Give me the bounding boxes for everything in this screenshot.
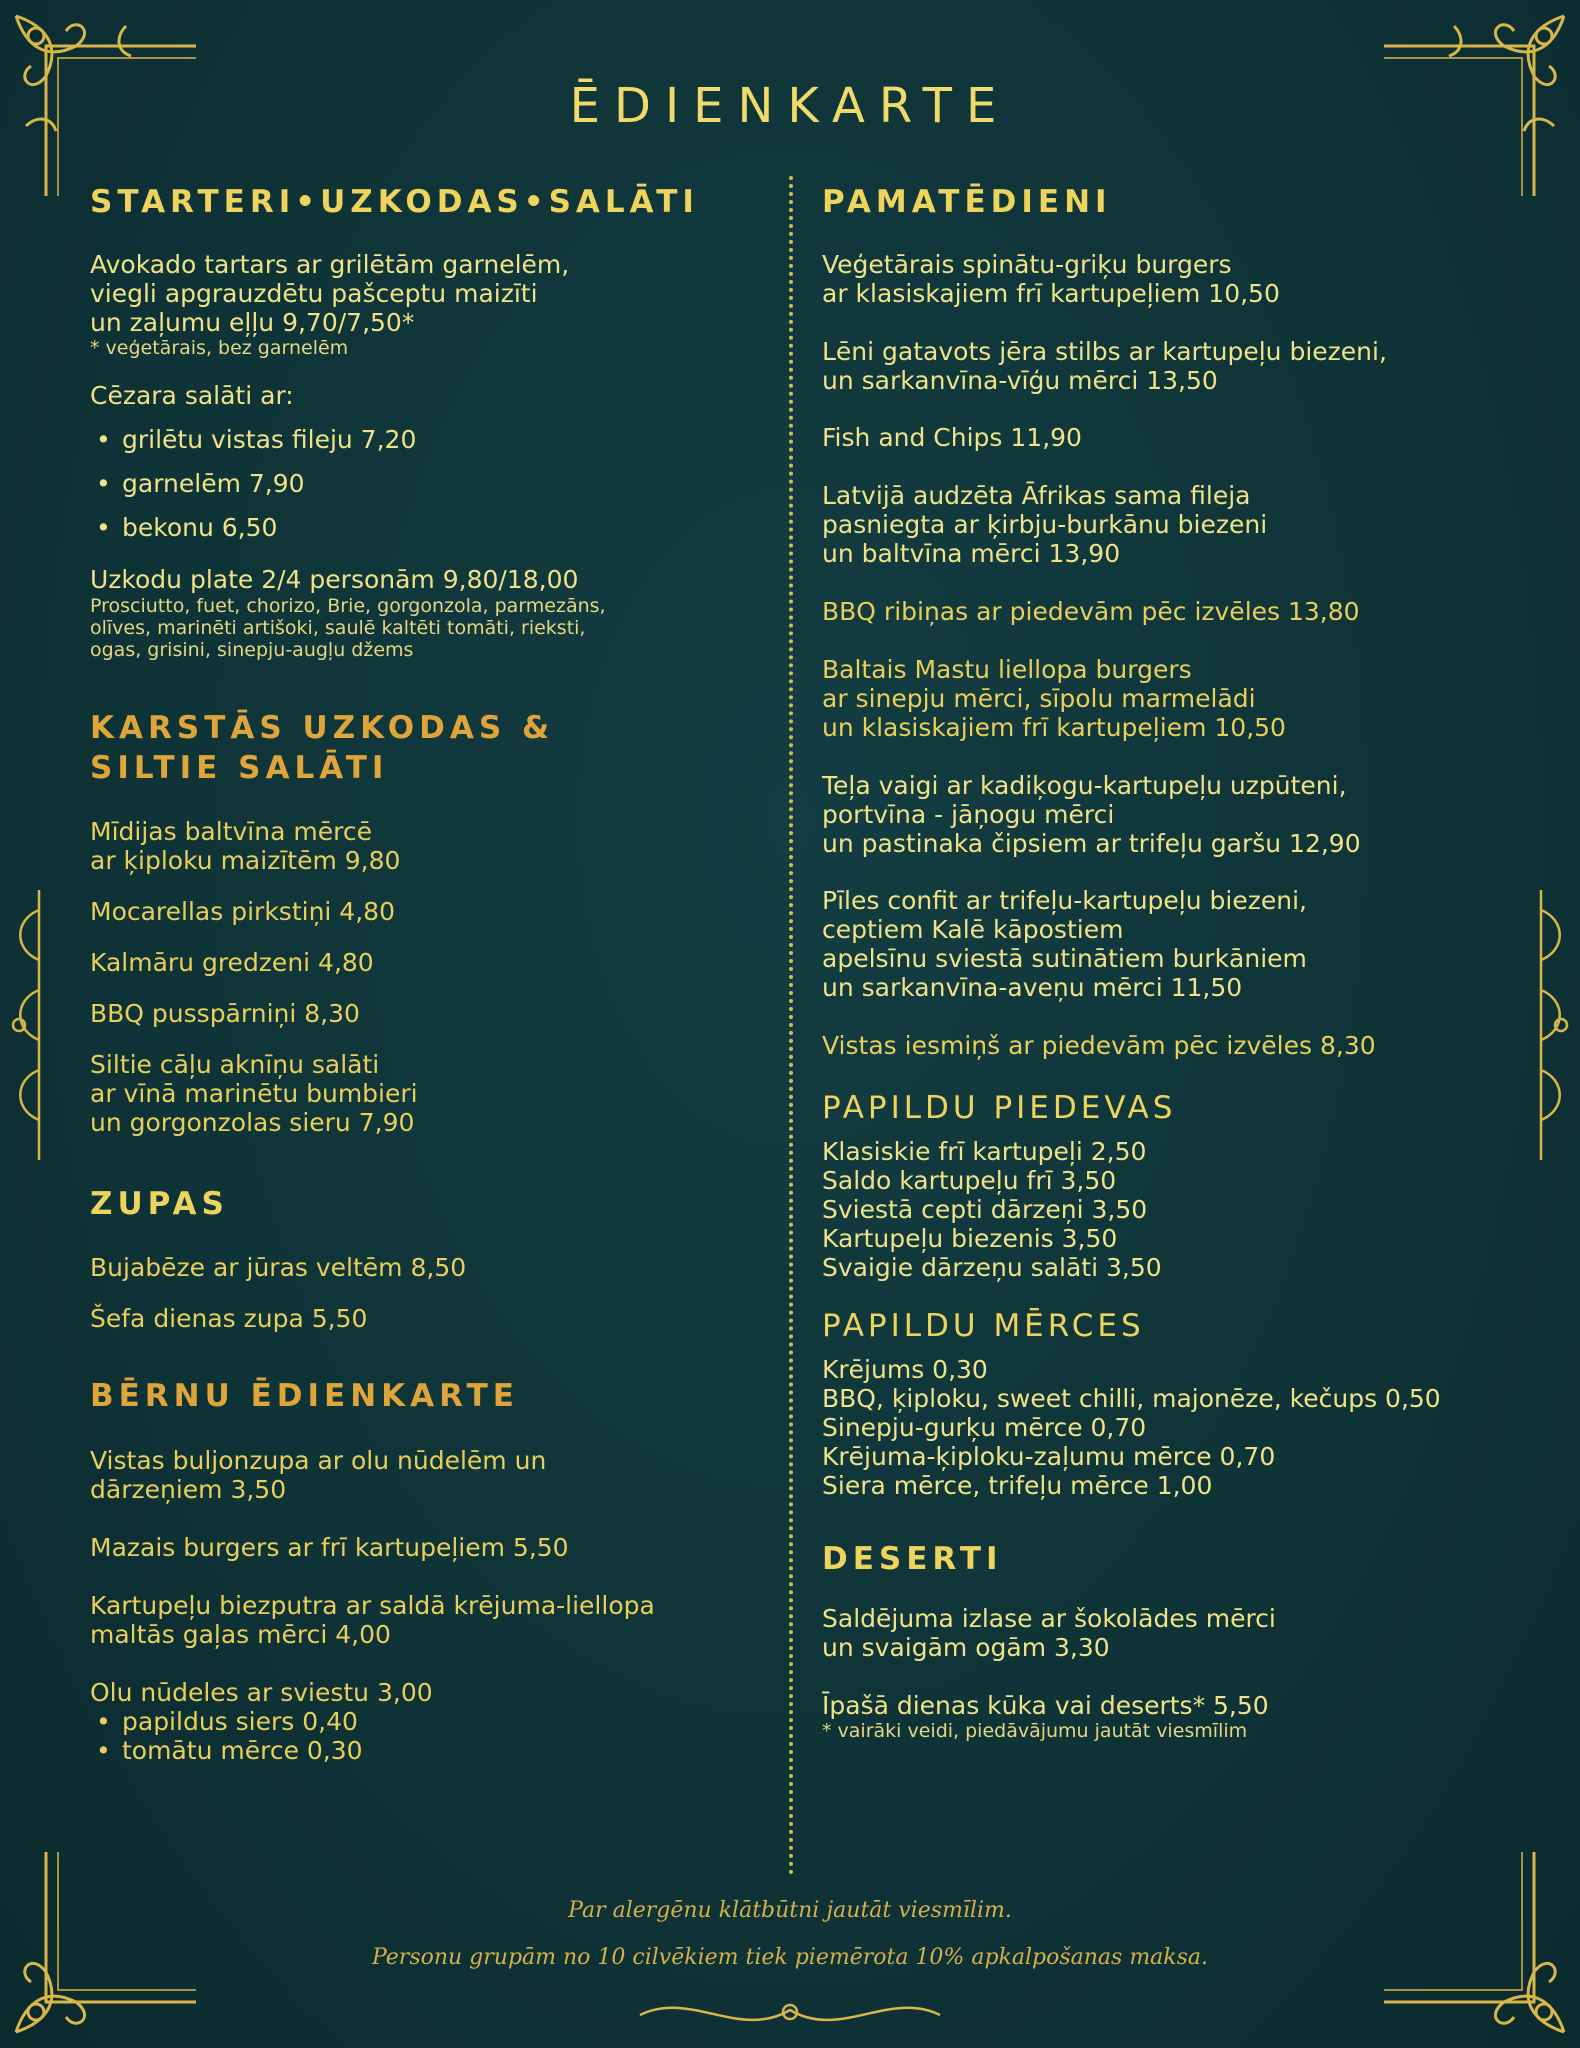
item-bbq-wings: BBQ pusspārniņi 8,30 — [90, 999, 360, 1028]
list-item: Sviestā cepti dārzeņi 3,50 — [822, 1195, 1148, 1224]
heading-soups: ZUPAS — [90, 1186, 229, 1222]
item-main-6c: un klasiskajiem frī kartupeļiem 10,50 — [822, 713, 1286, 742]
item-main-4b: pasniegta ar ķirbju-burkānu biezeni — [822, 510, 1268, 539]
list-item: • bekonu 6,50 — [122, 513, 277, 542]
column-divider — [789, 176, 793, 1876]
list-item: Klasiskie frī kartupeļi 2,50 — [822, 1137, 1147, 1166]
item-main-8b: ceptiem Kalē kāpostiem — [822, 915, 1124, 944]
list-item: Saldo kartupeļu frī 3,50 — [822, 1166, 1117, 1195]
heading-mains: PAMATĒDIENI — [822, 184, 1112, 220]
item-main-8d: un sarkanvīna-aveņu mērci 11,50 — [822, 973, 1243, 1002]
item-dessert-1a: Saldējuma izlase ar šokolādes mērci — [822, 1604, 1276, 1633]
heading-hot-1: KARSTĀS UZKODAS & — [90, 710, 554, 746]
list-item: Krējums 0,30 — [822, 1355, 988, 1384]
heading-desserts: DESERTI — [822, 1541, 1003, 1577]
item-cali-2: ar vīnā marinētu bumbieri — [90, 1079, 418, 1108]
footer-group-fee-note: Personu grupām no 10 cilvēkiem tiek piemērota 10% apkalpošanas maksa. — [371, 1945, 1209, 1970]
item-kids-2: Mazais burgers ar frī kartupeļiem 5,50 — [90, 1533, 569, 1562]
item-kids-4: Olu nūdeles ar sviestu 3,00 — [90, 1678, 433, 1707]
list-item: Krējuma-ķiploku-zaļumu mērce 0,70 — [822, 1442, 1276, 1471]
item-main-8a: Pīles confit ar trifeļu-kartupeļu biezeni, — [822, 886, 1307, 915]
heading-sauces: PAPILDU MĒRCES — [822, 1308, 1145, 1344]
item-main-8c: apelsīnu sviestā sutinātiem burkāniem — [822, 944, 1307, 973]
item-soup-1: Bujabēze ar jūras veltēm 8,50 — [90, 1253, 467, 1282]
item-kids-1a: Vistas buljonzupa ar olu nūdelēm un — [90, 1446, 547, 1475]
item-main-7a: Teļa vaigi ar kadiķogu-kartupeļu uzpūteni, — [822, 771, 1347, 800]
list-item: Sinepju-gurķu mērce 0,70 — [822, 1413, 1147, 1442]
item-plate: Uzkodu plate 2/4 personām 9,80/18,00 — [90, 565, 579, 594]
item-kids-3b: maltās gaļas mērci 4,00 — [90, 1620, 391, 1649]
list-item: Kartupeļu biezenis 3,50 — [822, 1224, 1118, 1253]
list-item: BBQ, ķiploku, sweet chilli, majonēze, kečups 0,50 — [822, 1384, 1441, 1413]
menu-title: ĒDIENKARTE — [569, 78, 1011, 134]
list-item: • tomātu mērce 0,30 — [122, 1736, 363, 1765]
item-main-3: Fish and Chips 11,90 — [822, 423, 1082, 452]
heading-kids: BĒRNU ĒDIENKARTE — [90, 1378, 519, 1414]
list-item: • papildus siers 0,40 — [122, 1707, 358, 1736]
item-main-9: Vistas iesmiņš ar piedevām pēc izvēles 8,30 — [822, 1031, 1376, 1060]
item-main-5: BBQ ribiņas ar piedevām pēc izvēles 13,80 — [822, 597, 1360, 626]
item-dessert-1b: un svaigām ogām 3,30 — [822, 1633, 1110, 1662]
item-mocarella: Mocarellas pirkstiņi 4,80 — [90, 897, 395, 926]
item-avokado-note: * veģetārais, bez garnelēm — [90, 337, 349, 359]
item-main-6b: ar sinepju mērci, sīpolu marmelādi — [822, 684, 1256, 713]
item-dessert-2: Īpašā dienas kūka vai deserts* 5,50 — [822, 1691, 1269, 1720]
item-cezara: Cēzara salāti ar: — [90, 381, 294, 410]
list-item: Svaigie dārzeņu salāti 3,50 — [822, 1253, 1162, 1282]
item-plate-desc-2: olīves, marinēti artišoki, saulē kaltēti tomāti, rieksti, — [90, 617, 586, 639]
item-midijas-2: ar ķiploku maizītēm 9,80 — [90, 846, 401, 875]
item-plate-desc-1: Prosciutto, fuet, chorizo, Brie, gorgonzola, parmezāns, — [90, 595, 606, 617]
item-kids-1b: dārzeņiem 3,50 — [90, 1475, 287, 1504]
heading-sides: PAPILDU PIEDEVAS — [822, 1090, 1177, 1126]
item-avokado-line2: viegli apgrauzdētu pašceptu maizīti — [90, 279, 538, 308]
item-main-1b: ar klasiskajiem frī kartupeļiem 10,50 — [822, 279, 1280, 308]
heading-hot-2: SILTIE SALĀTI — [90, 750, 389, 786]
item-main-4c: un baltvīna mērci 13,90 — [822, 539, 1121, 568]
item-dessert-note: * vairāki veidi, piedāvājumu jautāt viesmīlim — [822, 1720, 1248, 1742]
list-item: • grilētu vistas fileju 7,20 — [122, 425, 416, 454]
item-midijas-1: Mīdijas baltvīna mērcē — [90, 817, 372, 846]
item-avokado-line1: Avokado tartars ar grilētām garnelēm, — [90, 250, 570, 279]
item-cali-3: un gorgonzolas sieru 7,90 — [90, 1108, 415, 1137]
item-plate-desc-3: ogas, grisini, sinepju-augļu džems — [90, 639, 414, 661]
item-kalmari: Kalmāru gredzeni 4,80 — [90, 948, 374, 977]
item-main-4a: Latvijā audzēta Āfrikas sama fileja — [822, 481, 1251, 510]
list-item: • garnelēm 7,90 — [122, 469, 305, 498]
item-main-1a: Veģetārais spinātu-griķu burgers — [822, 250, 1232, 279]
bottom-center-ornament — [630, 1990, 950, 2040]
item-kids-3a: Kartupeļu biezputra ar saldā krējuma-liellopa — [90, 1591, 655, 1620]
heading-starters: STARTERI•UZKODAS•SALĀTI — [90, 184, 699, 220]
footer-allergen-note: Par alergēnu klātbūtni jautāt viesmīlim. — [568, 1898, 1012, 1923]
item-cali-1: Siltie cāļu aknīņu salāti — [90, 1050, 380, 1079]
item-avokado-line3: un zaļumu eļļu 9,70/7,50* — [90, 308, 415, 337]
item-main-2a: Lēni gatavots jēra stilbs ar kartupeļu biezeni, — [822, 337, 1387, 366]
side-ornament-left — [4, 880, 54, 1170]
item-main-7c: un pastinaka čipsiem ar trifeļu garšu 12,90 — [822, 829, 1361, 858]
corner-ornament-bottom-right — [1374, 1842, 1574, 2042]
item-main-2b: un sarkanvīna-vīģu mērci 13,50 — [822, 366, 1218, 395]
item-soup-2: Šefa dienas zupa 5,50 — [90, 1304, 368, 1333]
side-ornament-right — [1526, 880, 1576, 1170]
corner-ornament-bottom-left — [6, 1842, 206, 2042]
item-main-6a: Baltais Mastu liellopa burgers — [822, 655, 1192, 684]
list-item: Siera mērce, trifeļu mērce 1,00 — [822, 1471, 1213, 1500]
item-main-7b: portvīna - jāņogu mērci — [822, 800, 1115, 829]
